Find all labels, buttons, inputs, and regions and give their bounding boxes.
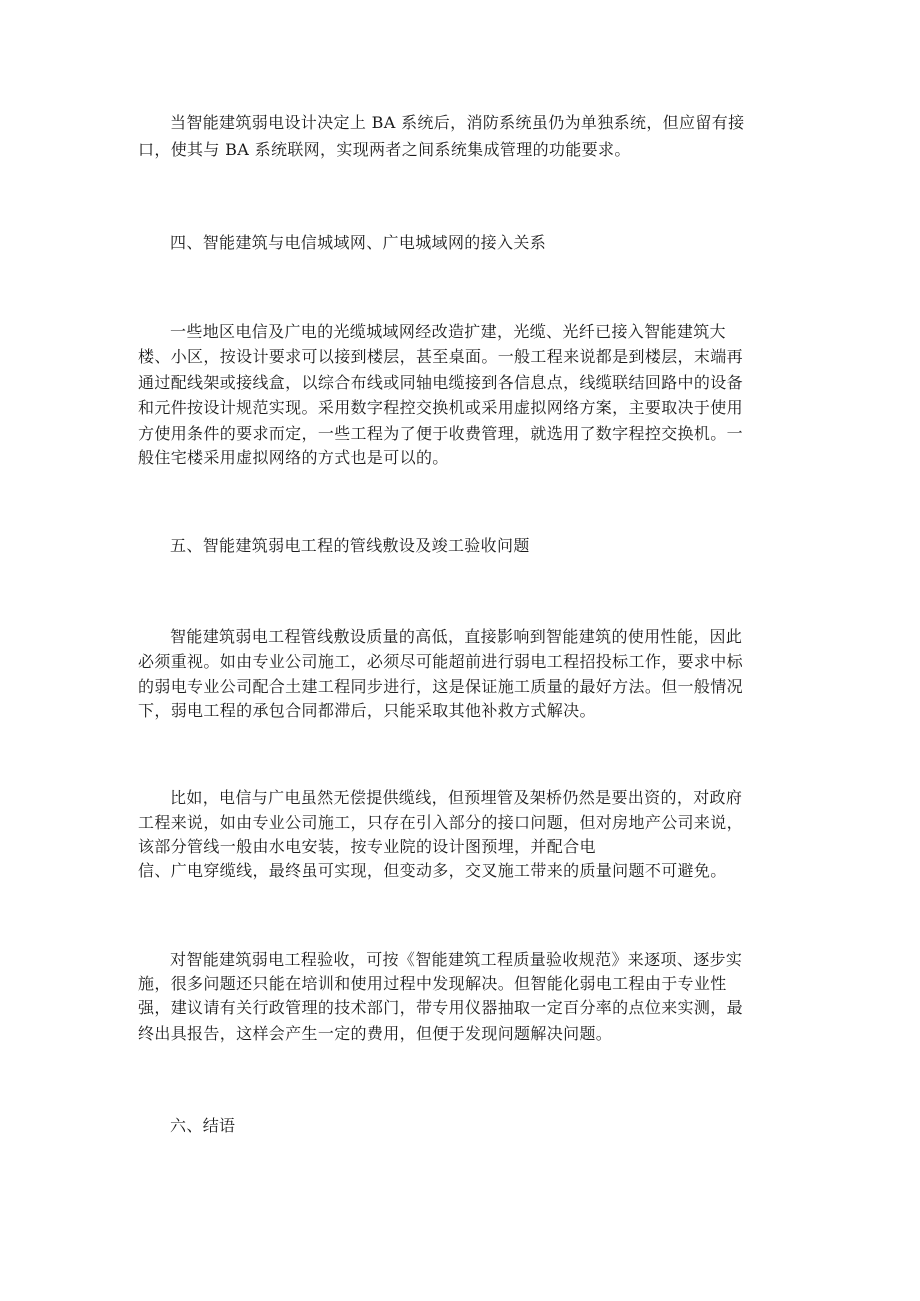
paragraph-line: 必须重视。如由专业公司施工，必须尽可能超前进行弱电工程招投标工作，要求中标 <box>138 652 743 671</box>
paragraph-line: 和元件按设计规范实现。采用数字程控交换机或采用虚拟网络方案，主要取决于使用 <box>138 398 743 417</box>
paragraph-line: 的弱电专业公司配合土建工程同步进行，这是保证施工质量的最好方法。但一般情况 <box>138 677 743 696</box>
paragraph-line: 工程来说，如由专业公司施工，只存在引入部分的接口问题，但对房地产公司来说， <box>138 813 743 832</box>
paragraph-line: 比如，电信与广电虽然无偿提供缆线，但预埋管及架桥仍然是要出资的，对政府 <box>170 788 743 807</box>
paragraph-line: 对智能建筑弱电工程验收，可按《智能建筑工程质量验收规范》来逐项、逐步实 <box>170 950 743 969</box>
paragraph-line: 一些地区电信及广电的光缆城域网经改造扩建，光缆、光纤已接入智能建筑大 <box>170 322 726 341</box>
paragraph-line: 般住宅楼采用虚拟网络的方式也是可以的。 <box>138 448 449 467</box>
paragraph-line: 该部分管线一般由水电安装，按专业院的设计图预埋，并配合电 <box>138 837 596 856</box>
paragraph-line: 下，弱电工程的承包合同都滞后，只能采取其他补救方式解决。 <box>138 701 596 720</box>
paragraph-line: 口，使其与 BA 系统联网，实现两者之间系统集成管理的功能要求。 <box>138 140 631 159</box>
paragraph-line: 强，建议请有关行政管理的技术部门，带专用仪器抽取一定百分率的点位来实测，最 <box>138 998 743 1017</box>
section-heading: 六、结语 <box>170 1116 236 1135</box>
paragraph-line: 施，很多问题还只能在培训和使用过程中发现解决。但智能化弱电工程由于专业性 <box>138 974 727 993</box>
paragraph-line: 智能建筑弱电工程管线敷设质量的高低，直接影响到智能建筑的使用性能，因此 <box>170 627 743 646</box>
paragraph-line: 信、广电穿缆线，最终虽可实现，但变动多，交叉施工带来的质量问题不可避免。 <box>138 861 727 880</box>
paragraph-line: 终出具报告，这样会产生一定的费用，但便于发现问题解决问题。 <box>138 1024 613 1043</box>
section-heading: 五、智能建筑弱电工程的管线敷设及竣工验收问题 <box>170 536 530 555</box>
paragraph-line: 通过配线架或接线盒，以综合布线或同轴电缆接到各信息点，线缆联结回路中的设备 <box>138 373 743 392</box>
paragraph-line: 方使用条件的要求而定，一些工程为了便于收费管理，就选用了数字程控交换机。一 <box>138 424 743 443</box>
paragraph-line: 当智能建筑弱电设计决定上 BA 系统后，消防系统虽仍为单独系统，但应留有接 <box>170 113 745 132</box>
section-heading: 四、智能建筑与电信城域网、广电城域网的接入关系 <box>170 233 547 252</box>
paragraph-line: 楼、小区，按设计要求可以接到楼层，甚至桌面。一般工程来说都是到楼层，末端再 <box>138 347 743 366</box>
